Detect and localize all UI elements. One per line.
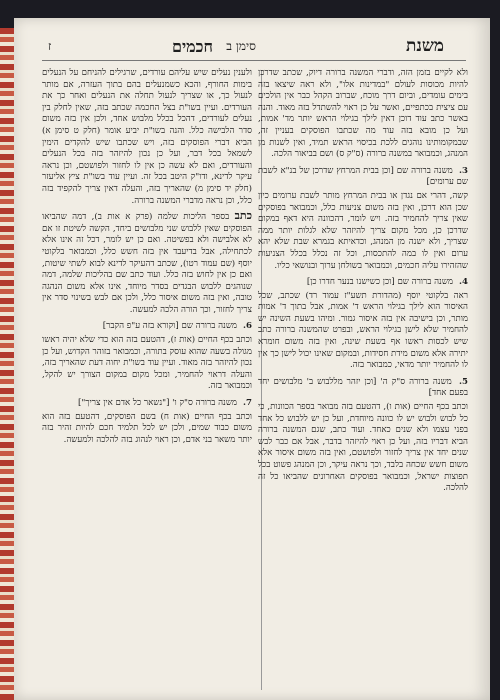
section-body: ראה בלקוטי יוסף (מהדורת תשע"ז עמוד רד) שכתב, שכל האיסור הוא לילך בגילוי הראש ד' אמות, אבל בתוך ד' אמות מותר, וכן בישיבה אין בזה איסור גמור. ומיהו בשעת השינה יש להחמיר שלא לישן בגילוי הראש, ובפרט שהמשנה ברורה כתב שיש לכסות ראשו אף בשעת שינה, ואין בזה משום חומרא יתירה אלא משום מידת חסידות, ובמקום שאינו יכול לישן כך אין לו להחמיר יותר מדאי, כמבואר בזה. bbox=[258, 290, 468, 371]
section-title: משנה ברורה ס"ק ו' ["נשאר כל אדם אין צריך"] bbox=[77, 398, 238, 409]
section-body: וכתב בכף החיים (אות ז), דהטעם בזה הוא כדי שלא יהיה ראשו מגולה בשעה שהוא עוסק בתורה, וכמבואר בזוהר הקדוש, ועל כן נכון להיזהר בזה מאוד. ועיין עוד בשו"ת יחוה דעת שהאריך בזה, והעלה דראוי להחמיר, ומכל מקום במקום הצורך יש להקל, וכמבואר בזה. bbox=[42, 335, 252, 392]
section-number: 3. bbox=[459, 165, 468, 176]
section-heading bbox=[258, 377, 468, 400]
section-body: קשה, דהרי אם נגדן או בבית המרחץ מותר לשבת ערומים כיון שכן הוא דרכן, ואין בזה משום צניעות כלל, וכמבואר בפוסקים שאין צריך להחמיר בזה. ויש לומר, דהכוונה היא דאף במקום שדרכן כן, מכל מקום צריך להיזהר שלא לגלות יותר ממה שצריך, ולא ישנה מן המנהג, וכדאיתא בגמרא שבת שלא יהא ערום ואין לו במה להתכסות, וכל זה נכלל בכלל הצניעות שהזהירו עליה חכמים, וכמבואר בשולחן ערוך ובנושאי כליו. bbox=[258, 190, 468, 271]
section-body: וכתב בכף החיים (אות ו), דהטעם בזה מבואר בספר הכוונות, כי כל לבוש ולבוש יש לו כוונה מיוחדת, ועל כן יש ללבוש כל אחד בפני עצמו ולא שנים כאחד. ועוד כתב, שגם המשנה ברורה הביא דבריו בזה, ועל כן ראוי להיזהר בדבר, אבל אם כבר לבש שנים יחד אין צריך לחזור ולפושטם, ואין בזה משום איסור אלא משום חשש שכחה בלבד, וכך נראה עיקר, וכן המנהג פשוט בכל תפוצות ישראל, וכמבואר בפוסקים האחרונים שהביאו כל זה להלכה. bbox=[258, 402, 468, 494]
section-number: 6. bbox=[243, 321, 252, 332]
section-title: משנה ברורה שם [וקורא בזה ע"פ הקבר] bbox=[102, 321, 238, 332]
section-title: משנה ברורה שם [וכן כשישנו בנער חדרו כן] bbox=[306, 277, 454, 288]
section-title: משנה ברורה שם [וכן בבית המרחץ שדרכן של בנ"א לשבת שם ערומים] bbox=[258, 165, 468, 188]
book-page bbox=[14, 18, 490, 700]
page-number: ז bbox=[48, 39, 52, 53]
section-number: 4. bbox=[459, 277, 468, 288]
lead-word: כתב bbox=[234, 209, 252, 223]
section-heading bbox=[258, 277, 468, 289]
running-header bbox=[42, 36, 466, 61]
section-number: 7. bbox=[243, 398, 252, 409]
right-intro-paragraph: ולא לקיים בזמן הזה, ודברי המשנה ברורה דיוק, שכתב שדרכן להיות מכוסות לעולם "במדינות אלו", ולא ראה שיצאו בזה בימים עומדים, וביום דרך מוכח, שברוב הקהל כבר אין הולכים עם ציצית בכתפיים, ואשר על כן ראוי להשתדל בזה מאוד. והנה באשר כתב עוד דוכן דאין לילך בגילוי הראש יותר מד' אמות, ועל כן מובא בזה עוד מה שכתבו הפוסקים בעניין זה, שבמקומותינו נוהגים ללכת בכיסוי הראש תמיד, ואין לשנות מן המנהג, וכמבואר במשנה ברורה (ס"ק ס) ושם בביאור הלכה. bbox=[258, 68, 468, 160]
right-column bbox=[258, 68, 468, 694]
header-chachamim: חכמים bbox=[172, 37, 213, 56]
header-siman: סימן ב bbox=[226, 39, 256, 53]
left-column bbox=[42, 68, 252, 694]
section-heading bbox=[42, 321, 252, 333]
left-intro-paragraph: ולענין נעלים שיש עליהם עורדים, שרגילים להניחם על הנעלים בימות החורף, והכא כשמנעלים בהם בתוך העזרה, אם מותר לנעול כך, או שצריך לנעול תחלה את הנעלים ואחר כך את העורדים. ועיין בשו"ת בצל החכמה שכתב בזה, שאין לחלק בין נעלים לעורדים, דהכל בכלל מלבוש אחד, ולכן אין בזה משום סדר הלבישה כלל. והנה בשו"ת יביע אומר (חלק ט סימן א) הביא דברי הפוסקים בזה, ויש שכתבו שיש להקדים הימין לשמאל בכל דבר, ועל כן נכון להיזהר בזה בכל הנעלים והעורדים, ואם לא עשה כן אין לו לחזור ולפושטם, וכן נראה עיקר לדינא, ודו"ק היטב בכל זה. ועיין עוד בשו"ת ציץ אליעזר (חלק יד סימן מ) שהאריך בזה, והעלה דאין צריך להקפיד בזה כלל, וכן נראה מדברי המשנה ברורה. bbox=[42, 68, 252, 206]
section-body: וכתב בכף החיים (אות ח) בשם הפוסקים, דהטעם בזה הוא משום כבוד שמים, ולכן יש לכל תלמיד חכם להיות זהיר בזה יותר משאר בני אדם, וכן ראוי לנהוג בזה להלכה ולמעשה. bbox=[42, 411, 252, 445]
lead-paragraph-text: בספר הליכות שלמה (פרק א אות ב), דמה שהביאו הפוסקים שאין ללבוש שני מלבושים ביחד, הקשה לשיטת זו אם לא אלבישה ולא בפשיטה. ואם כן יש לומר, דכל זה אינו אלא לכתחילה, אבל בדיעבד אין בזה חשש כלל, וכמבואר בלקוטי יוסף (שם עמוד רטו), שכתב דהעיקר לדינא לבוא לשתי שיטות, ואם כן אין לחוש בזה כלל. ועוד כתב שם בהליכות שלמה, דמה שנוהגים ללבוש הבגדים בסדר מיוחד, אינו אלא משום הנהגה טובה, ואין בזה משום איסור כלל, ולכן אם לבש בשינוי סדר אין צריך לחזור, וכך הורה הלכה למעשה. bbox=[42, 212, 252, 315]
section-heading bbox=[258, 166, 468, 189]
section-title: משנה ברורה ס"ק ה' [וכן יזהר מללבוש ב' מלבושים יחד בפעם אחד] bbox=[258, 376, 468, 399]
section-number: 5. bbox=[459, 376, 468, 387]
section-heading bbox=[42, 398, 252, 410]
header-title: משנת bbox=[405, 36, 444, 56]
lead-paragraph bbox=[42, 210, 252, 316]
